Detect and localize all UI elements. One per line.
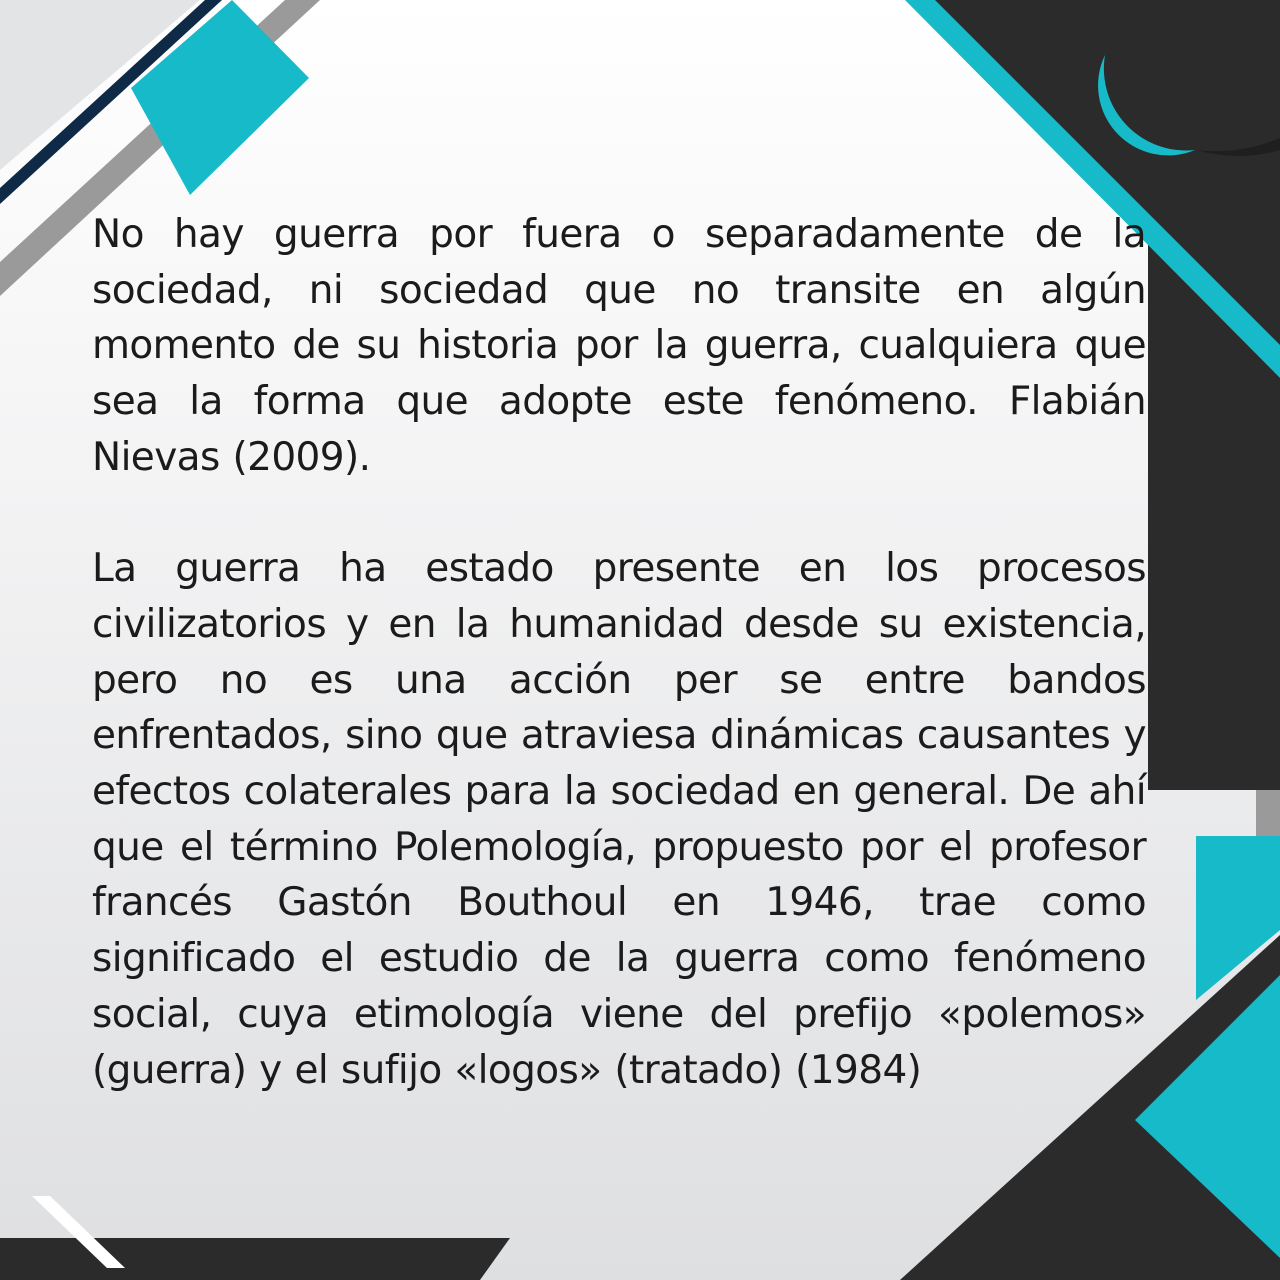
bottom-left-dark-band: [0, 1238, 510, 1280]
main-text: [92, 207, 1146, 1098]
paragraph-polemology: La guerra ha estado presente en los procesos civilizatorios y en la humanidad desde su existencia, pero no es una acción per se entre bandos enfrentados, sino que atraviesa dinámicas causantes y efectos colaterales para la sociedad en general. De ahí que el término Polemología, propuesto por el profesor francés Gastón Bouthoul en 1946, trae como significado el estudio de la guerra como fenómeno social, cuya etimología viene del prefijo «polemos» (guerra) y el sufijo «logos» (tratado) (1984): [92, 546, 1146, 1093]
paragraph-quote: No hay guerra por fuera o separadamente de la sociedad, ni sociedad que no transite en algún momento de su historia por la guerra, cualquiera que sea la forma que adopte este fenómeno. Flabián Nievas (2009).: [92, 212, 1146, 480]
